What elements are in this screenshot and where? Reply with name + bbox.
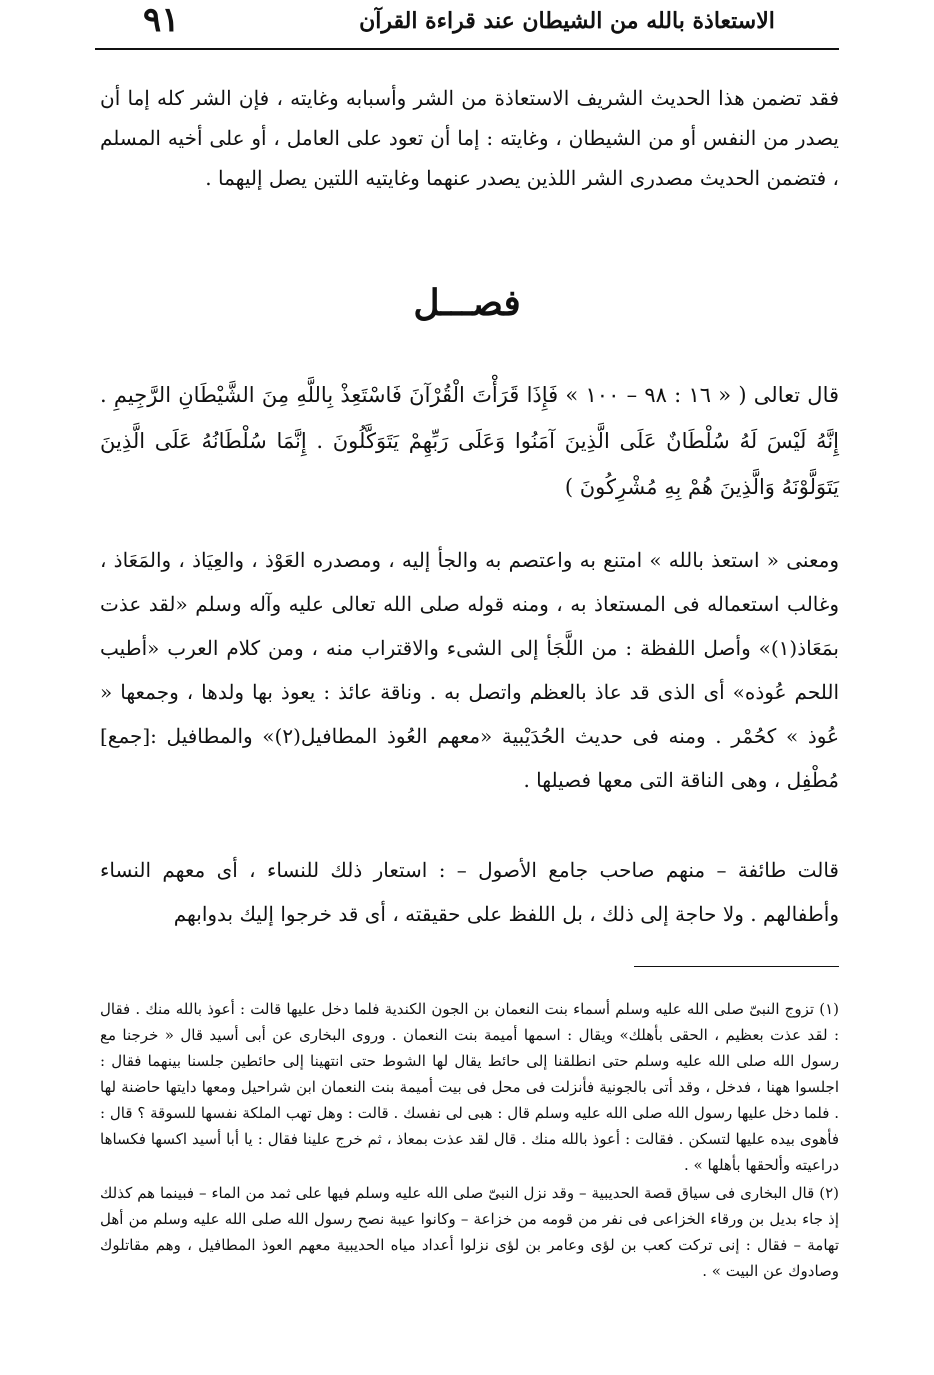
footnote-1: (١) تزوج النبىّ صلى الله عليه وسلم أسماء بنت النعمان بن الجون الكندية فلما دخل عليها قالت : أعوذ بالله منك . فقال : لقد عذت بعظيم ، الحقى بأهلك» ويقال : اسمها أميمة بنت النعمان . وروى البخارى عن أبى أسيد قال « خرجنا مع رسول الله صلى الله عليه وسلم حتى انطلقنا إلى حائط يقال لها الشوط حتى انتهينا إلى حائطين جلسنا بينهما فقال : اجلسوا ههنا ، فدخل ، وقد أتى بالجونية فأنزلت فى محل فى بيت أميمة بنت النعمان ابن شراحيل ومعها دايتها حاضنة لها . فلما دخل عليها رسول الله صلى الله عليه وسلم قال : هبى لى نفسك . قالت : وهل تهب الملكة نفسها للسوقة ؟ قال : فأهوى بيده عليها لتسكن . فقالت : أعوذ بالله منك . قال لقد عذت بمعاذ ، ثم خرج علينا فقال : يا أبا أسيد اكسها فكساها دراعيته وألحقها بأهلها » .	[100, 1000, 839, 1174]
meaning-paragraph: ومعنى « استعذ بالله » امتنع به واعتصم به والجأ إليه ، ومصدره العَوْذ ، والعِيَاذ ، والمَعَاذ ، وغالب استعماله فى المستعاذ به ، ومنه قوله صلى الله تعالى عليه وآله وسلم «لقد عذت بمَعَاذ(١)» وأصل اللفظة : من اللَّجَأ إلى الشىء والاقتراب منه ، ومن كلام العرب «أطيب اللحم عُوذه» أى الذى قد عاذ بالعظم واتصل به . وناقة عائذ : يعوذ بها ولدها ، وجمعها « عُوذ » كحُمْر . ومنه فى حديث الحُدَيْبية «معهم العُوذ المطافيل(٢)» والمطافيل :[جمع] مُطْفِل ، وهى الناقة التى معها فصيلها .	[100, 548, 840, 792]
verse-paragraph: قال تعالى ( « ١٦ : ٩٨ – ١٠٠ » فَإِذَا قَرَأْتَ الْقُرْآنَ فَاسْتَعِذْ بِاللَّهِ مِنَ الشَّيْطَانِ الرَّجِيمِ . إِنَّهُ لَيْسَ لَهُ سُلْطَانٌ عَلَى الَّذِينَ آمَنُوا وَعَلَى رَبِّهِمْ يَتَوَكَّلُونَ . إِنَّمَا سُلْطَانُهُ عَلَى الَّذِينَ يَتَوَلَّوْنَهُ وَالَّذِينَ هُمْ بِهِ مُشْرِكُونَ )	[100, 383, 840, 499]
running-title: الاستعاذة بالله من الشيطان عند قراءة القرآن	[359, 8, 775, 34]
section-heading: فصـــل	[413, 282, 521, 324]
footnotes	[100, 996, 839, 1286]
page-header	[95, 0, 839, 50]
footnote-separator	[634, 966, 839, 967]
quote-paragraph: قالت طائفة – منهم صاحب جامع الأصول – : استعار ذلك للنساء ، أى معهم النساء وأطفالهم . ولا حاجة إلى ذلك ، بل اللفظ على حقيقته ، أى قد خرجوا إليك بدوابهم	[100, 858, 839, 926]
intro-paragraph: فقد تضمن هذا الحديث الشريف الاستعاذة من الشر وأسبابه وغايته ، فإن الشر كله إما أن يصدر من النفس أو من الشيطان ، وغايته : إما أن تعود على العامل ، أو على أخيه المسلم ، فتضمن الحديث مصدرى الشر اللذين يصدر عنهما وغايتيه اللتين يصل إليهما .	[100, 86, 839, 190]
footnote-2: (٢) قال البخارى فى سياق قصة الحديبية – وقد نزل النبىّ صلى الله عليه وسلم فيها على ثمد من الماء – فبينما هم كذلك إذ جاء بديل بن ورقاء الخزاعى فى نفر من قومه من خزاعة – وكانوا عيبة نصح رسول الله صلى الله عليه وسلم من أهل تهامة – فقال : إنى تركت كعب بن لؤى وعامر بن لؤى نزلوا أعداد مياه الحديبية معهم العوذ المطافيل ، وهم مقاتلوك وصادوك عن البيت » .	[100, 1184, 839, 1280]
page-number: ٩١	[143, 0, 180, 40]
